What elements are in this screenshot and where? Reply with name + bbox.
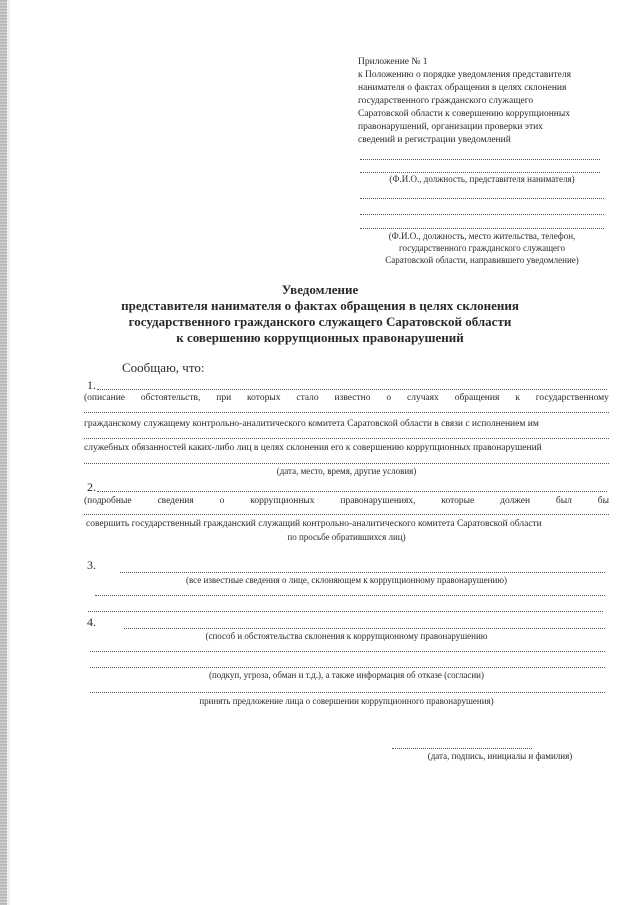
- item-4-caption: (подкуп, угроза, обман и т.д.), а также информация об отказе (согласии): [208, 670, 484, 680]
- fill-line: [84, 438, 609, 439]
- appendix-line: правонарушений, организации проверки этих: [358, 122, 543, 132]
- item-2-desc-justified: (подробные сведения о коррупционных правонарушениях, которые должен был бы: [84, 496, 609, 506]
- item-number: 3.: [87, 558, 96, 572]
- appendix-line: государственного гражданского служащего: [358, 96, 534, 106]
- appendix-line: Приложение № 1: [358, 57, 428, 67]
- scan-edge: [0, 0, 7, 905]
- fill-line: [90, 651, 605, 652]
- intro-text: Сообщаю, что:: [122, 360, 205, 375]
- appendix-line: нанимателя о фактах обращения в целях склонения: [358, 83, 567, 93]
- scan-edge-shadow: [7, 0, 10, 905]
- fill-line: [360, 198, 604, 199]
- item-4-caption: принять предложение лица о совершении коррупционного правонарушения): [199, 696, 494, 706]
- item-number: 1.: [87, 378, 96, 392]
- signature-caption: (дата, подпись, инициалы и фамилия): [427, 751, 573, 761]
- fill-line: [84, 463, 609, 464]
- item-1-desc: служебных обязанностей каких-либо лиц в целях склонения его к совершению коррупционных правонарушений: [84, 443, 542, 453]
- fio-caption: (Ф.И.О., должность, представителя нанимателя): [389, 174, 575, 184]
- fill-line: [88, 611, 603, 612]
- heading-line: представителя нанимателя о фактах обращения в целях склонения: [121, 298, 519, 313]
- fill-line: [360, 172, 600, 173]
- sender-caption: государственного гражданского служащего: [399, 243, 565, 253]
- item-1-caption: (дата, место, время, другие условия): [276, 466, 417, 476]
- item-2-desc: совершить государственный гражданский служащий контрольно-аналитического комитета Саратовской области: [86, 519, 542, 529]
- fill-line: [360, 214, 604, 215]
- item-1-desc: гражданскому служащему контрольно-аналитического комитета Саратовской области в связи с исполнением им: [84, 419, 539, 429]
- item-number: 4.: [87, 615, 96, 629]
- fill-line: [95, 595, 605, 596]
- appendix-line: к Положению о порядке уведомления представителя: [358, 70, 571, 80]
- signature-line: [392, 748, 532, 749]
- item-number: 2.: [87, 480, 96, 494]
- item-3-caption: (все известные сведения о лице, склоняющем к коррупционному правонарушению): [185, 575, 508, 585]
- item-1-desc-justified: (описание обстоятельств, при которых стало известно о случаях обращения к государственному: [84, 393, 609, 403]
- appendix-line: сведений и регистрации уведомлений: [358, 135, 511, 145]
- appendix-line: Саратовской области к совершению коррупционных: [358, 109, 571, 119]
- sender-caption: Саратовской области, направившего уведомление): [385, 255, 579, 265]
- fill-line: [124, 628, 605, 629]
- fill-line: [97, 389, 607, 390]
- fill-line: [84, 412, 609, 413]
- fill-line: [90, 667, 605, 668]
- item-4-caption: (способ и обстоятельства склонения к коррупционному правонарушению: [205, 631, 488, 641]
- fill-line: [360, 159, 600, 160]
- sender-caption: (Ф.И.О., должность, место жительства, телефон,: [388, 231, 576, 241]
- fill-line: [90, 692, 605, 693]
- fill-line: [360, 228, 604, 229]
- fill-line: [120, 572, 605, 573]
- item-2-desc: по просьбе обратившихся лиц): [287, 532, 406, 542]
- heading-line: государственного гражданского служащего Саратовской области: [128, 314, 512, 329]
- fill-line: [84, 514, 609, 515]
- heading-line: к совершению коррупционных правонарушений: [176, 330, 464, 345]
- fill-line: [97, 491, 607, 492]
- heading-line: Уведомление: [281, 282, 359, 297]
